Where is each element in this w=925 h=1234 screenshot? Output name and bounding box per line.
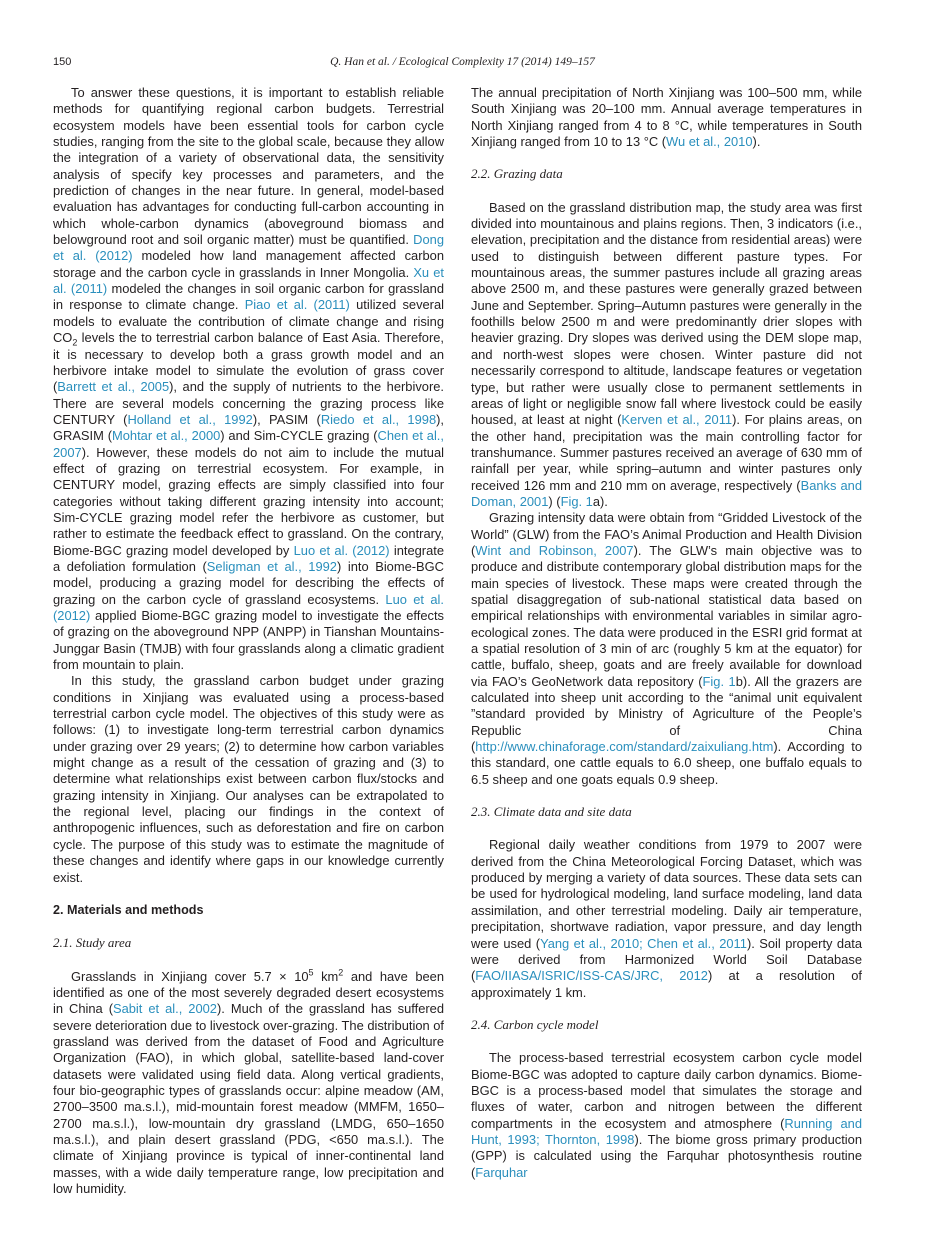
citation-link[interactable]: Dong et al. (2012) [53, 232, 444, 264]
citation-link[interactable]: Banks and Doman, 2001 [471, 477, 862, 509]
paragraph [471, 85, 862, 150]
text-run: ), GRASIM ( [53, 411, 444, 444]
citation-link[interactable]: Kerven et al., 2011 [621, 412, 733, 428]
citation-link[interactable]: Running and Hunt, 1993; Thornton, 1998 [471, 1115, 863, 1147]
paragraph [471, 510, 862, 788]
subsection-heading: 2.1. Study area [53, 935, 132, 951]
citation-link[interactable]: Piao et al. (2011) [244, 297, 350, 313]
running-title: Q. Han et al. / Ecological Complexity 17 (2014) 149–157 [330, 56, 595, 68]
citation-link[interactable]: Wu et al., 2010 [666, 134, 753, 150]
text-run: ). The biome gross primary production (GPP) is calculated using the Farquhar photosynthesis routine ( [471, 1131, 862, 1180]
left-column [53, 85, 444, 1197]
text-run: integrate a defoliation formulation ( [53, 542, 444, 574]
text-run: ). According to this standard, one cattle equals to 6.0 sheep, one buffalo equals to 6.5 sheep and one goats equals 0.9 sheep. [471, 739, 862, 787]
right-column [471, 85, 862, 1181]
supscript: 5 [308, 967, 314, 978]
text-run: levels the to terrestrial carbon balance of East Asia. Therefore, it is necessary to develop both a grass growth model and an herbivore intake model to simulate the evolution of grass cover ( [53, 330, 444, 395]
page-number: 150 [53, 56, 72, 68]
text-run: In this study, the grassland carbon budget under grazing conditions in Xinjiang was evaluated using a process-based terrestrial carbon cycle model. The objectives of this study were as follows: (1) to investigate long-term terrestrial carbon dynamics under grazing over 29 years; (2) to determine how carbon variables might change as a result of the cessation of grazing and (3) to determine what relationships exist between carbon flux/stocks and grazing intensity in Xinjiang. Our analyses can be extrapolated to the regional level, placing our findings in the context of anthropogenic influences, such as deforestation and fire on carbon cycle. The purpose of this study was to estimate the magnitude of these changes and identify where gaps in our knowledge currently exist. [53, 673, 444, 885]
citation-link[interactable]: Holland et al., 1992 [127, 411, 253, 427]
citation-link[interactable]: Riedo et al., 1998 [320, 411, 437, 427]
paragraph [471, 1050, 862, 1181]
text-run: a). [592, 493, 608, 509]
text-run: ). The GLW’s main objective was to produce and distribute contemporary global distribution maps for the main species of livestock. These maps were created through the spatial disaggregation of sub-national statistical data based on empirical relationships with environmental variables in similar agro-ecological zones. The data were produced in the ESRI grid format at a spatial resolution of 3 min of arc (roughly 5 km at the equator) for cattle, buffalo, sheep, goats and are freely available for download via FAO’s GeoNetwork data repository ( [471, 542, 862, 689]
text-run: ) and Sim-CYCLE grazing ( [220, 428, 378, 444]
subsection-heading: 2.2. Grazing data [471, 166, 563, 182]
paragraph [53, 969, 444, 1198]
text-run: Regional daily weather conditions from 1979 to 2007 were derived from the China Meteorological Forcing Dataset, which was produced by merging a variety of data sources. These data sets can be used for hydrological modeling, land surface modeling, land data assimilation, and other terrestrial modeling. Daily air temperature, precipitation, shortwave radiation, vapor pressure, and day length were used ( [471, 837, 862, 951]
subsection-heading: 2.3. Climate data and site data [471, 804, 632, 820]
text-run: Grazing intensity data were obtain from “Gridded Livestock of the World” (GLW) from the FAO’s Animal Production and Health Division ( [471, 510, 862, 558]
citation-link[interactable]: Mohtar et al., 2000 [112, 428, 221, 444]
text-run: ), PASIM ( [252, 411, 321, 427]
citation-link[interactable]: Yang et al., 2010; Chen et al., 2011 [540, 935, 747, 951]
text-run: ). Soil property data were derived from Harmonized World Soil Database ( [471, 935, 863, 984]
citation-link[interactable]: Farquhar [475, 1164, 528, 1180]
text-run: ). Much of the grassland has suffered severe deterioration due to livestock over-grazing. The distribution of grassland was derived from the dataset of Food and Agriculture Organization (FAO), in which global, satellite-based land-cover datasets were validated using field data. Along vertical gradients, four bio-geographic types of grasslands occur: alpine meadow (AM, 2700–3500 ma.s.l.), mid-mountain forest meadow (MMFM, 1650–2700 ma.s.l.), low-mountain dry grassland (LMDG, 650–1650 ma.s.l.), and plain desert grassland (PDG, <650 ma.s.l.). The climate of Xinjiang province is typical of inner-continental land masses, with a wide daily temperature range, low precipitation and low humidity. [53, 1001, 445, 1196]
supscript: 2 [338, 967, 344, 978]
citation-link[interactable]: Sabit et al., 2002 [113, 1001, 217, 1017]
paragraph [53, 673, 444, 885]
citation-link[interactable]: Chen et al., 2007 [53, 428, 444, 460]
text-run: ). However, these models do not aim to include the mutual effect of grazing on terrestrial ecosystem. For example, in CENTURY model, grazing effects are simply classified into four categories without taking different grazing intensity into account; Sim-CYCLE grazing model refer the herbivore as customer, but rather to estimate the feedback effect to grassland. On the contrary, Biome-BGC grazing model developed by [53, 444, 444, 558]
text-run: b). All the grazers are calculated into sheep unit according to the “animal unit equivalent ”standard provided by Ministry of Agriculture of the People’s Republic of China ( [471, 673, 862, 755]
text-run: ) at a resolution of approximately 1 km. [471, 968, 862, 1000]
text-run: applied Biome-BGC grazing model to investigate the effects of grazing on the aboveground NPP (ANPP) in Tianshan Mountains-Junggar Basin (TMJB) with four grasslands along a climatic gradient from mountain to plain. [53, 608, 444, 673]
citation-link[interactable]: Wint and Robinson, 2007 [475, 542, 634, 558]
citation-link[interactable]: FAO/IIASA/ISRIC/ISS-CAS/JRC, 2012 [475, 968, 708, 984]
text-run: To answer these questions, it is important to establish reliable methods for quantifying regional carbon budgets. Terrestrial ecosystem models have been essential tools for carbon cycle studies, ranging from the site to the global scale, because they allow the integration of a variety of observational data, the sensitivity analysis of specify key processes and parameters, and the prediction of changes in the near future. In general, model-based evaluation has advantages for conducting full-carbon accounting in which whole-carbon dynamics (aboveground biomass and belowground root and soil organic matter) must be quantified. [53, 85, 444, 248]
paragraph [471, 200, 862, 511]
citation-link[interactable]: Luo et al. (2012) [293, 542, 390, 558]
subscript: 2 [72, 337, 78, 348]
text-run: modeled the changes in soil organic carbon for grassland in response to climate change. [53, 281, 444, 313]
section-heading: 2. Materials and methods [53, 902, 204, 917]
citation-link[interactable]: Xu et al. (2011) [53, 264, 444, 297]
text-run: modeled how land management affected carbon storage and the carbon cycle in grasslands in Inner Mongolia. [53, 248, 444, 280]
paragraph [471, 837, 862, 1000]
text-run: The process-based terrestrial ecosystem carbon cycle model Biome-BGC was adopted to capture daily carbon dynamics. Biome-BGC is a process-based model that simulates the storage and fluxes of water, carbon and nitrogen between the different compartments in the ecosystem and atmosphere ( [471, 1050, 862, 1131]
text-run: and have been identified as one of the most severely degraded desert ecosystems in China ( [53, 968, 445, 1017]
text-run: utilized several models to evaluate the contribution of climate change and rising CO [53, 297, 445, 346]
citation-link[interactable]: Luo et al. (2012) [53, 591, 444, 623]
text-run: Grasslands in Xinjiang cover 5.7 × 10 [71, 968, 309, 984]
subsection-heading: 2.4. Carbon cycle model [471, 1016, 599, 1032]
text-run: The annual precipitation of North Xinjiang was 100–500 mm, while South Xinjiang was 20–100 mm. Annual average temperatures in North Xinjiang ranged from 4 to 8 °C, while temperatures in South Xinjiang ranged from 10 to 13 °C ( [471, 85, 862, 150]
citation-link[interactable]: Seligman et al., 1992 [206, 558, 337, 574]
citation-link[interactable]: Barrett et al., 2005 [57, 379, 170, 395]
citation-link[interactable]: http://www.chinaforage.com/standard/zaixuliang.htm [475, 739, 774, 755]
text-run: ) ( [548, 493, 561, 509]
paragraph [53, 85, 444, 673]
citation-link[interactable]: Fig. 1 [560, 493, 593, 509]
text-run: ) into Biome-BGC model, producing a grazing model for describing the effects of grazing on the carbon cycle of grassland ecosystems. [53, 558, 444, 607]
text-run: ), and the supply of nutrients to the herbivore. There are several models concerning the grazing process like CENTURY ( [53, 379, 444, 427]
text-run: km [313, 968, 339, 984]
citation-link[interactable]: Fig. 1 [702, 673, 736, 689]
text-run: ). [752, 134, 761, 150]
text-run: ). For plains areas, on the other hand, precipitation was the main controlling factor for transhumance. Summer pastures received an average of 630 mm of rainfall per year, while spring–autumn and winter pastures only received 126 mm and 210 mm on average, respectively ( [471, 412, 862, 493]
text-run: Based on the grassland distribution map, the study area was first divided into mountainous and plains regions. Then, 3 indicators (i.e., elevation, precipitation and the distance from residential areas) were used to distinguish between different pasture types. For mountainous areas, the summer pastures include all grazing areas above 2500 m, and these pastures were generally grazed between June and September. Spring–Autumn pastures were generally in the foothills below 2500 m and were predominantly drier slopes with heavier grazing. Dry slopes was derived using the DEM slope map, and north-west slopes were chosen. Winter pasture did not necessarily correspond to altitude, landscape features or vegetation type, but rather were usually close to permanent settlements in areas of light or negligible snow fall where livestock could be easily housed, at least at night ( [471, 199, 862, 428]
